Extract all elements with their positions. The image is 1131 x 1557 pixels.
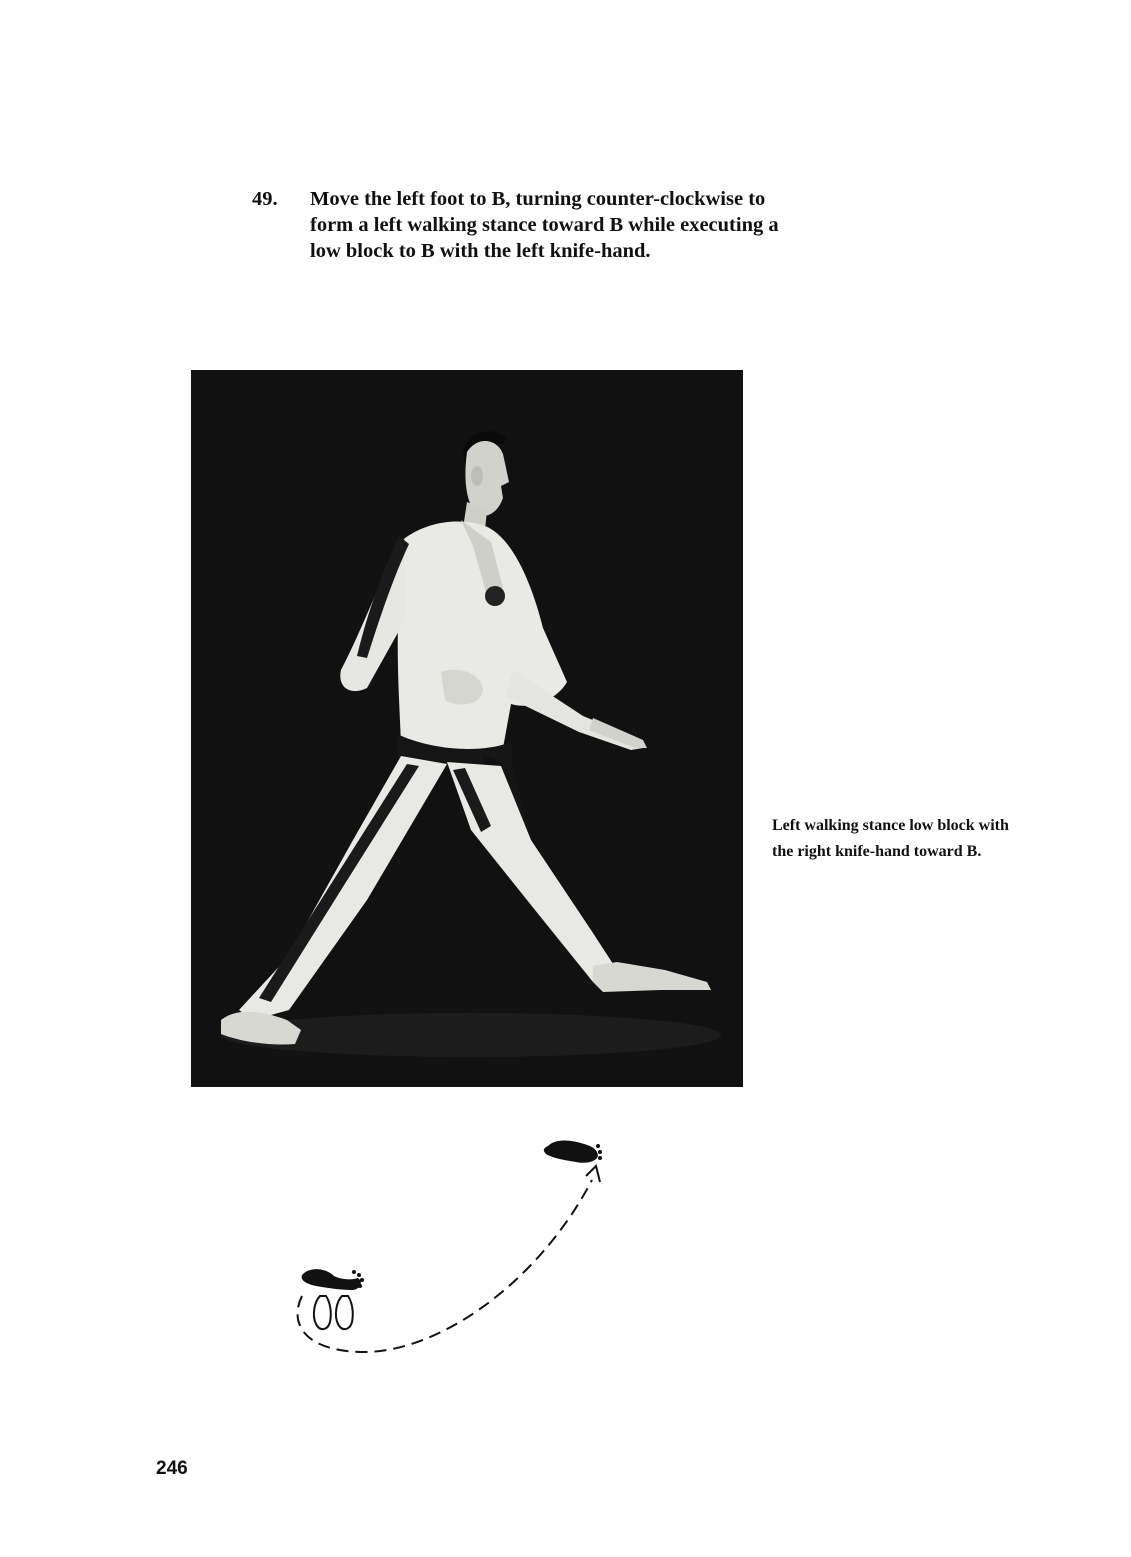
- caption-line: the right knife-hand toward B.: [772, 843, 982, 860]
- footprints-icon: [302, 1269, 364, 1329]
- dashed-arrow-icon: [298, 1180, 592, 1352]
- caption-line: Left walking stance low block with: [772, 817, 1009, 834]
- instruction-text: [310, 186, 930, 264]
- step-number: 49.: [252, 188, 278, 210]
- photo-caption: [772, 813, 1112, 865]
- foot-movement-diagram: [280, 1120, 640, 1370]
- page-number: 246: [156, 1458, 188, 1479]
- instruction-line: form a left walking stance toward B while executing a: [310, 214, 779, 236]
- instruction-line: Move the left foot to B, turning counter-clockwise to: [310, 188, 766, 210]
- instruction-line: low block to B with the left knife-hand.: [310, 240, 651, 262]
- footprint-icon: [544, 1141, 602, 1163]
- martial-artist-figure: [191, 370, 743, 1087]
- stance-photo: [191, 370, 743, 1087]
